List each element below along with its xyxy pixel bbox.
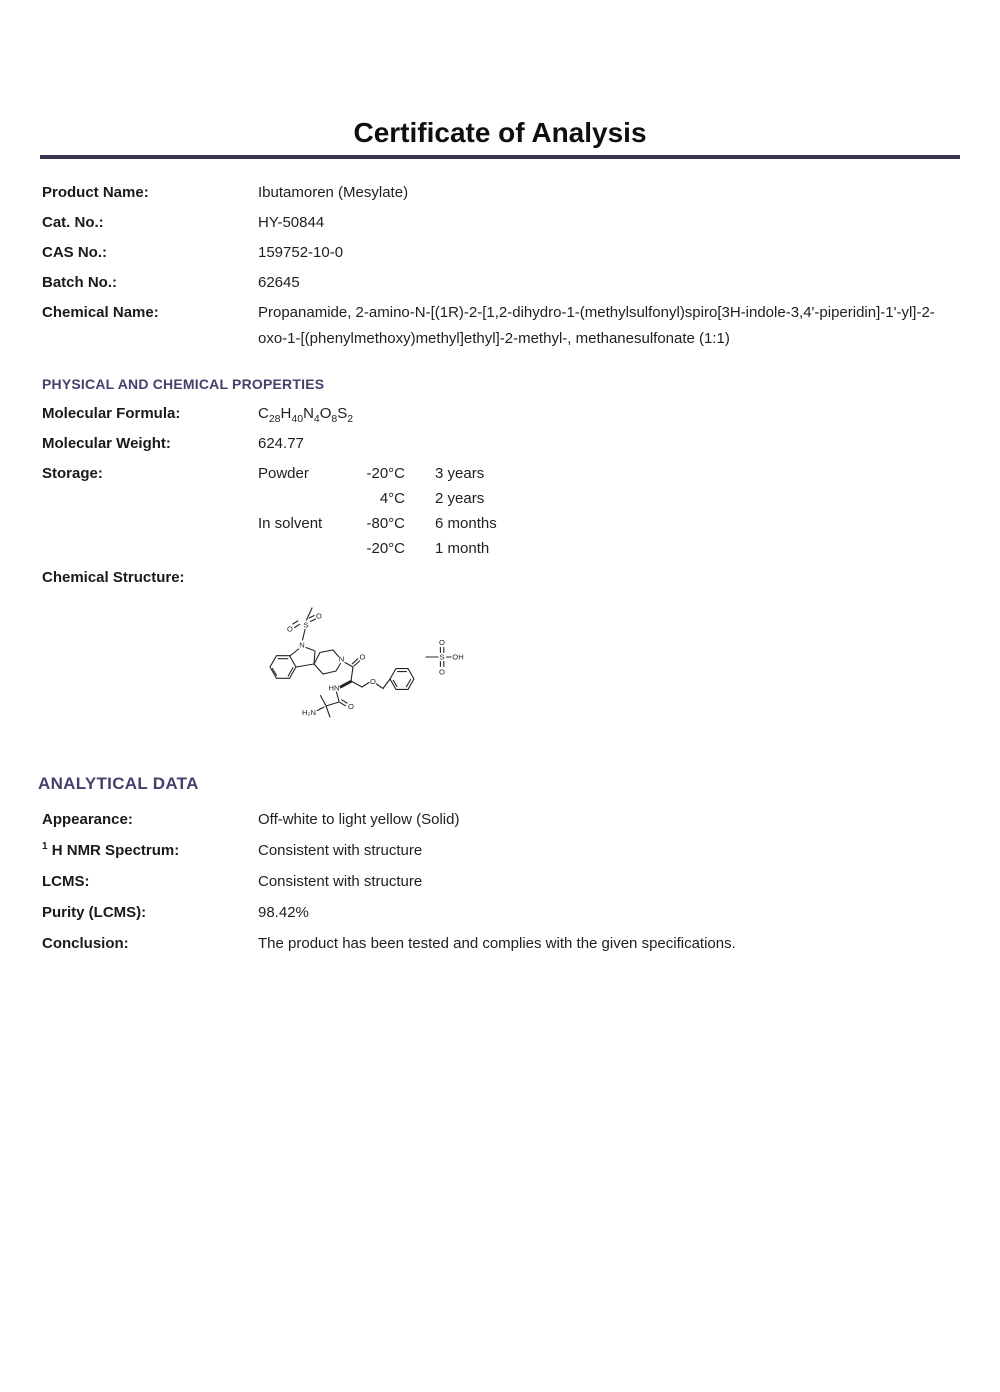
storage-condition (258, 486, 345, 511)
storage-row-solvent-2 (258, 536, 954, 561)
atom-label-s-top: S (303, 620, 309, 630)
purity-label: Purity (LCMS): (42, 904, 147, 921)
formula-sub-28: 28 (268, 413, 281, 425)
formula-sub-40: 40 (291, 413, 304, 425)
nmr-label-text: H NMR Spectrum: (47, 842, 180, 859)
atom-label-hn: HN (328, 683, 340, 693)
formula-sub-4: 4 (313, 413, 320, 425)
molecular-formula-value (258, 401, 960, 427)
storage-temp: 4°C (379, 490, 405, 507)
molecular-formula-label: Molecular Formula: (42, 405, 181, 422)
storage-duration: 3 years (435, 465, 485, 482)
formula-sub-2: 2 (347, 413, 354, 425)
chemical-name-row (42, 300, 960, 352)
storage-condition: In solvent (258, 515, 323, 532)
chemical-structure-figure (250, 595, 1000, 740)
batch-no-value: 62645 (258, 274, 300, 291)
storage-duration: 6 months (435, 515, 497, 532)
storage-temp: -20°C (366, 540, 405, 557)
purity-row (42, 900, 960, 926)
storage-row (42, 461, 960, 561)
product-info-section (42, 180, 960, 352)
molecular-weight-row (42, 431, 960, 457)
lcms-row (42, 869, 960, 895)
appearance-row (42, 807, 960, 833)
atom-label-ms-oh: OH (452, 652, 464, 662)
formula-el-s: S (337, 405, 348, 422)
atom-label-ms-o-top: O (439, 638, 445, 647)
formula-el-c: C (258, 405, 269, 422)
conclusion-label: Conclusion: (42, 935, 129, 952)
storage-condition: Powder (258, 465, 309, 482)
storage-row-powder-2 (258, 486, 954, 511)
formula-el-h: H (280, 405, 292, 422)
cat-no-row (42, 210, 960, 236)
chemical-structure-label: Chemical Structure: (42, 569, 185, 586)
appearance-label: Appearance: (42, 811, 133, 828)
molecular-weight-label: Molecular Weight: (42, 435, 171, 452)
storage-temp: -20°C (366, 465, 405, 482)
batch-no-label: Batch No.: (42, 274, 117, 291)
cat-no-label: Cat. No.: (42, 214, 104, 231)
atom-label-o-amide1: O (359, 652, 366, 662)
atom-label-o-amide2: O (348, 702, 354, 711)
chemical-name-value: Propanamide, 2-amino-N-[(1R)-2-[1,2-dihydro-1-(methylsulfonyl)spiro[3H-indole-3,4'-piperidin]-1'-yl]-2-oxo-1-[(phenylmethoxy)methyl]ethyl]-2-methyl-, methanesulfonate (1:1) (258, 304, 935, 347)
section-heading-physical: PHYSICAL AND CHEMICAL PROPERTIES (42, 376, 325, 392)
cas-no-row (42, 240, 960, 266)
conclusion-row (42, 931, 960, 957)
storage-row-powder-1 (258, 461, 954, 486)
atom-label-n-piperidine: N (338, 654, 345, 664)
product-name-label: Product Name: (42, 184, 149, 201)
chemical-structure-drawing (250, 595, 470, 740)
formula-el-o: O (319, 405, 332, 422)
molecular-formula-row (42, 401, 960, 427)
atom-label-o-ether: O (370, 677, 376, 686)
storage-temp: -80°C (366, 515, 405, 532)
purity-value: 98.42% (258, 904, 309, 921)
nmr-label (42, 838, 258, 864)
nmr-row (42, 838, 960, 864)
product-name-row (42, 180, 960, 206)
cas-no-value: 159752-10-0 (258, 244, 344, 261)
nmr-value: Consistent with structure (258, 842, 423, 859)
storage-table (258, 461, 960, 561)
formula-sub-8: 8 (331, 413, 338, 425)
storage-condition (258, 536, 345, 561)
page-title: Certificate of Analysis (353, 117, 647, 148)
atom-label-h2n: H₂N (302, 708, 316, 717)
cat-no-value: HY-50844 (258, 214, 325, 231)
section-heading-analytical: ANALYTICAL DATA (38, 774, 199, 793)
storage-duration: 2 years (435, 490, 485, 507)
batch-no-row (42, 270, 960, 296)
atom-label-ms-s: S (439, 652, 445, 662)
analytical-data-section (42, 807, 960, 957)
title-divider (40, 155, 960, 159)
atom-label-o-right: O (316, 611, 322, 621)
cas-no-label: CAS No.: (42, 244, 107, 261)
lcms-label: LCMS: (42, 873, 90, 890)
atom-label-n-indoline: N (299, 640, 305, 650)
appearance-value: Off-white to light yellow (Solid) (258, 811, 460, 828)
storage-row-solvent-1 (258, 511, 954, 536)
formula-el-n: N (303, 405, 314, 422)
product-name-value: Ibutamoren (Mesylate) (258, 184, 409, 201)
atom-label-o-left: O (287, 624, 293, 634)
nmr-superscript: 1 (42, 841, 48, 852)
molecular-weight-value: 624.77 (258, 435, 304, 452)
chemical-name-label: Chemical Name: (42, 304, 159, 321)
storage-label: Storage: (42, 465, 103, 482)
storage-duration: 1 month (435, 540, 490, 557)
conclusion-value: The product has been tested and complies with the given specifications. (258, 935, 736, 952)
physical-properties-section (42, 401, 960, 591)
chemical-structure-row (42, 565, 960, 591)
lcms-value: Consistent with structure (258, 873, 423, 890)
atom-label-ms-o-bot: O (439, 667, 445, 677)
